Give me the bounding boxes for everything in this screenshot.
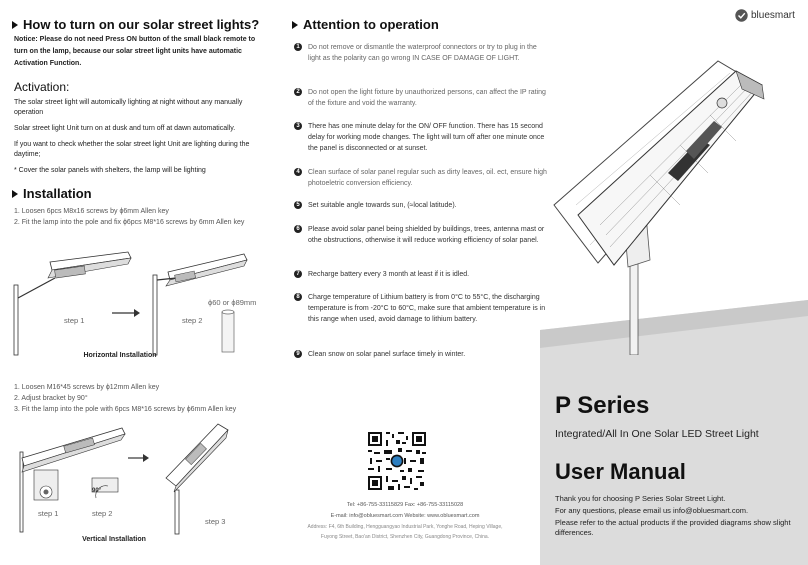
number-badge-icon: 4: [294, 168, 302, 176]
step2-label: step 2: [182, 316, 203, 325]
v-step3-label: step 3: [205, 517, 226, 526]
pole-2: [153, 275, 157, 355]
attention-item: 8 Charge temperature of Lithium battery is from 0°C to 55°C, the discharging temperature is from -20°C to 60°C, make sure that ambient temperature is in this range when used, avoid damage to lithium battery.: [294, 292, 548, 325]
lamp-illustration-1: [22, 428, 125, 472]
attention-item: 2 Do not open the light fixture by unauthorized persons, can affect the IP rating of the fixture and void the warranty.: [294, 87, 548, 109]
triangle-bullet-icon: [292, 21, 298, 29]
horizontal-caption: Horizontal Installation: [83, 352, 157, 359]
v-step3-text: 3. Fit the lamp into the pole with 6pcs M8*16 screws by ϕ6mm Allen key: [14, 406, 237, 413]
arrow-head-icon: [134, 309, 140, 317]
attention-item: 5 Set suitable angle towards sun, (≈local latitude).: [294, 200, 548, 211]
howto-heading: How to turn on our solar street lights?: [12, 17, 259, 32]
product-subtitle: Integrated/All In One Solar LED Street Light: [555, 428, 759, 440]
triangle-bullet-icon: [12, 190, 18, 198]
contact-address-1: Address: F4, 6th Building, Hengguangyao Industrial Park, Yonghe Road, Heping Village,: [307, 524, 503, 530]
triangle-bullet-icon: [12, 21, 18, 29]
h-step1-text: 1. Loosen 6pcs M8x16 screws by ϕ6mm Allen key: [14, 208, 169, 215]
attention-item: 3 There has one minute delay for the ON/ OFF function. There has 15 second delay for working mode changes. The light will turn off after one minute once the panel is disconnected or at sunset.: [294, 121, 548, 154]
attention-item: 7 Recharge battery every 3 month at least if it is idled.: [294, 269, 548, 280]
pole-cylinder-illustration: [222, 310, 234, 352]
number-badge-icon: 7: [294, 270, 302, 278]
v-step2-label: step 2: [92, 509, 113, 518]
number-badge-icon: 8: [294, 293, 302, 301]
attention-heading: Attention to operation: [292, 17, 439, 32]
activation-p3: If you want to check whether the solar street light Unit are lighting during the daytime;: [14, 141, 250, 158]
attention-item: 4 Clean surface of solar panel regular such as dirty leaves, oil. ect, ensure high photoeletric conversion efficiency.: [294, 167, 548, 189]
number-badge-icon: 1: [294, 43, 302, 51]
contact-address-2: Fuyong Street, Bao'an District, Shenzhen City, Guangdong Province, China.: [320, 534, 490, 540]
activation-p4: * Cover the solar panels with shelters, the lamp will be lighting: [14, 167, 206, 174]
pole-1: [20, 452, 23, 532]
v-step2-text: 2. Adjust bracket by 90°: [14, 395, 88, 402]
attention-item: 9 Clean snow on solar panel surface timely in winter.: [294, 349, 548, 360]
activation-p1: The solar street light will automically lighting at night without any manually operation: [14, 99, 243, 116]
attention-item: 1 Do not remove or dismantle the waterproof connectors or try to plug in the light as the polarity can go wrong IN CASE OF DAMAGE OF LIGHT.: [294, 42, 548, 64]
step1-label: step 1: [64, 316, 85, 325]
number-badge-icon: 2: [294, 88, 302, 96]
v-step1-text: 1. Loosen M16*45 screws by ϕ12mm Allen key: [14, 384, 160, 391]
contact-tel: Tel: +86-755-33115829 Fax: +86-755-33115028: [346, 502, 464, 508]
angle-label: 90°: [92, 488, 102, 494]
cover-panel: [540, 0, 808, 565]
series-title: P Series: [555, 392, 650, 419]
contact-email: E-mail: info@obluesmart.com Website: www.obluesmart.com: [330, 513, 480, 519]
thanks-line-1: Thank you for choosing P Series Solar Street Light.: [555, 494, 726, 503]
qr-code-icon: [366, 430, 428, 492]
number-badge-icon: 5: [294, 201, 302, 209]
h-step2-text: 2. Fit the lamp into the pole and fix ϕ6pcs M8*16 screws by 6mm Allen key: [14, 219, 245, 226]
activation-p2: Solar street light Unit turn on at dusk and turn off at dawn automatically.: [14, 125, 236, 132]
middle-panel: [270, 0, 547, 565]
bluesmart-logo-icon: [735, 9, 748, 22]
number-badge-icon: 6: [294, 225, 302, 233]
manual-title: User Manual: [555, 459, 686, 484]
installation-heading: Installation: [12, 186, 92, 201]
thanks-line-2: For any questions, please email us info@obluesmart.com.: [555, 506, 749, 515]
v-step1-label: step 1: [38, 509, 59, 518]
vertical-caption: Vertical Installation: [82, 536, 146, 543]
attention-item: 6 Please avoid solar panel being shielded by buildings, trees, antenna mast or othe obstructions, otherwise it will reduce working efficiency of solar panel.: [294, 224, 548, 246]
vertical-install-diagram: [0, 420, 270, 540]
pole-size-label: ϕ60 or ϕ89mm: [208, 298, 257, 307]
brand-logo: bluesmart: [735, 9, 795, 22]
thanks-line-3: Please refer to the actual products if the provided diagrams show slight differences.: [555, 518, 791, 537]
left-panel: [0, 0, 270, 565]
notice-text: Notice: Please do not need Press ON button of the small black remote to turn on the lamp, because our solar street light units have automatic Activation Function.: [14, 36, 256, 67]
activation-heading: Activation:: [14, 80, 70, 94]
number-badge-icon: 3: [294, 122, 302, 130]
lamp-illustration-2: [157, 254, 247, 286]
arrow-head-icon: [143, 454, 149, 462]
number-badge-icon: 9: [294, 350, 302, 358]
bracket-detail-illustration: [34, 470, 58, 500]
street-light-illustration: [550, 55, 808, 355]
pole-1: [14, 285, 18, 355]
lamp-illustration-1: [18, 252, 131, 298]
